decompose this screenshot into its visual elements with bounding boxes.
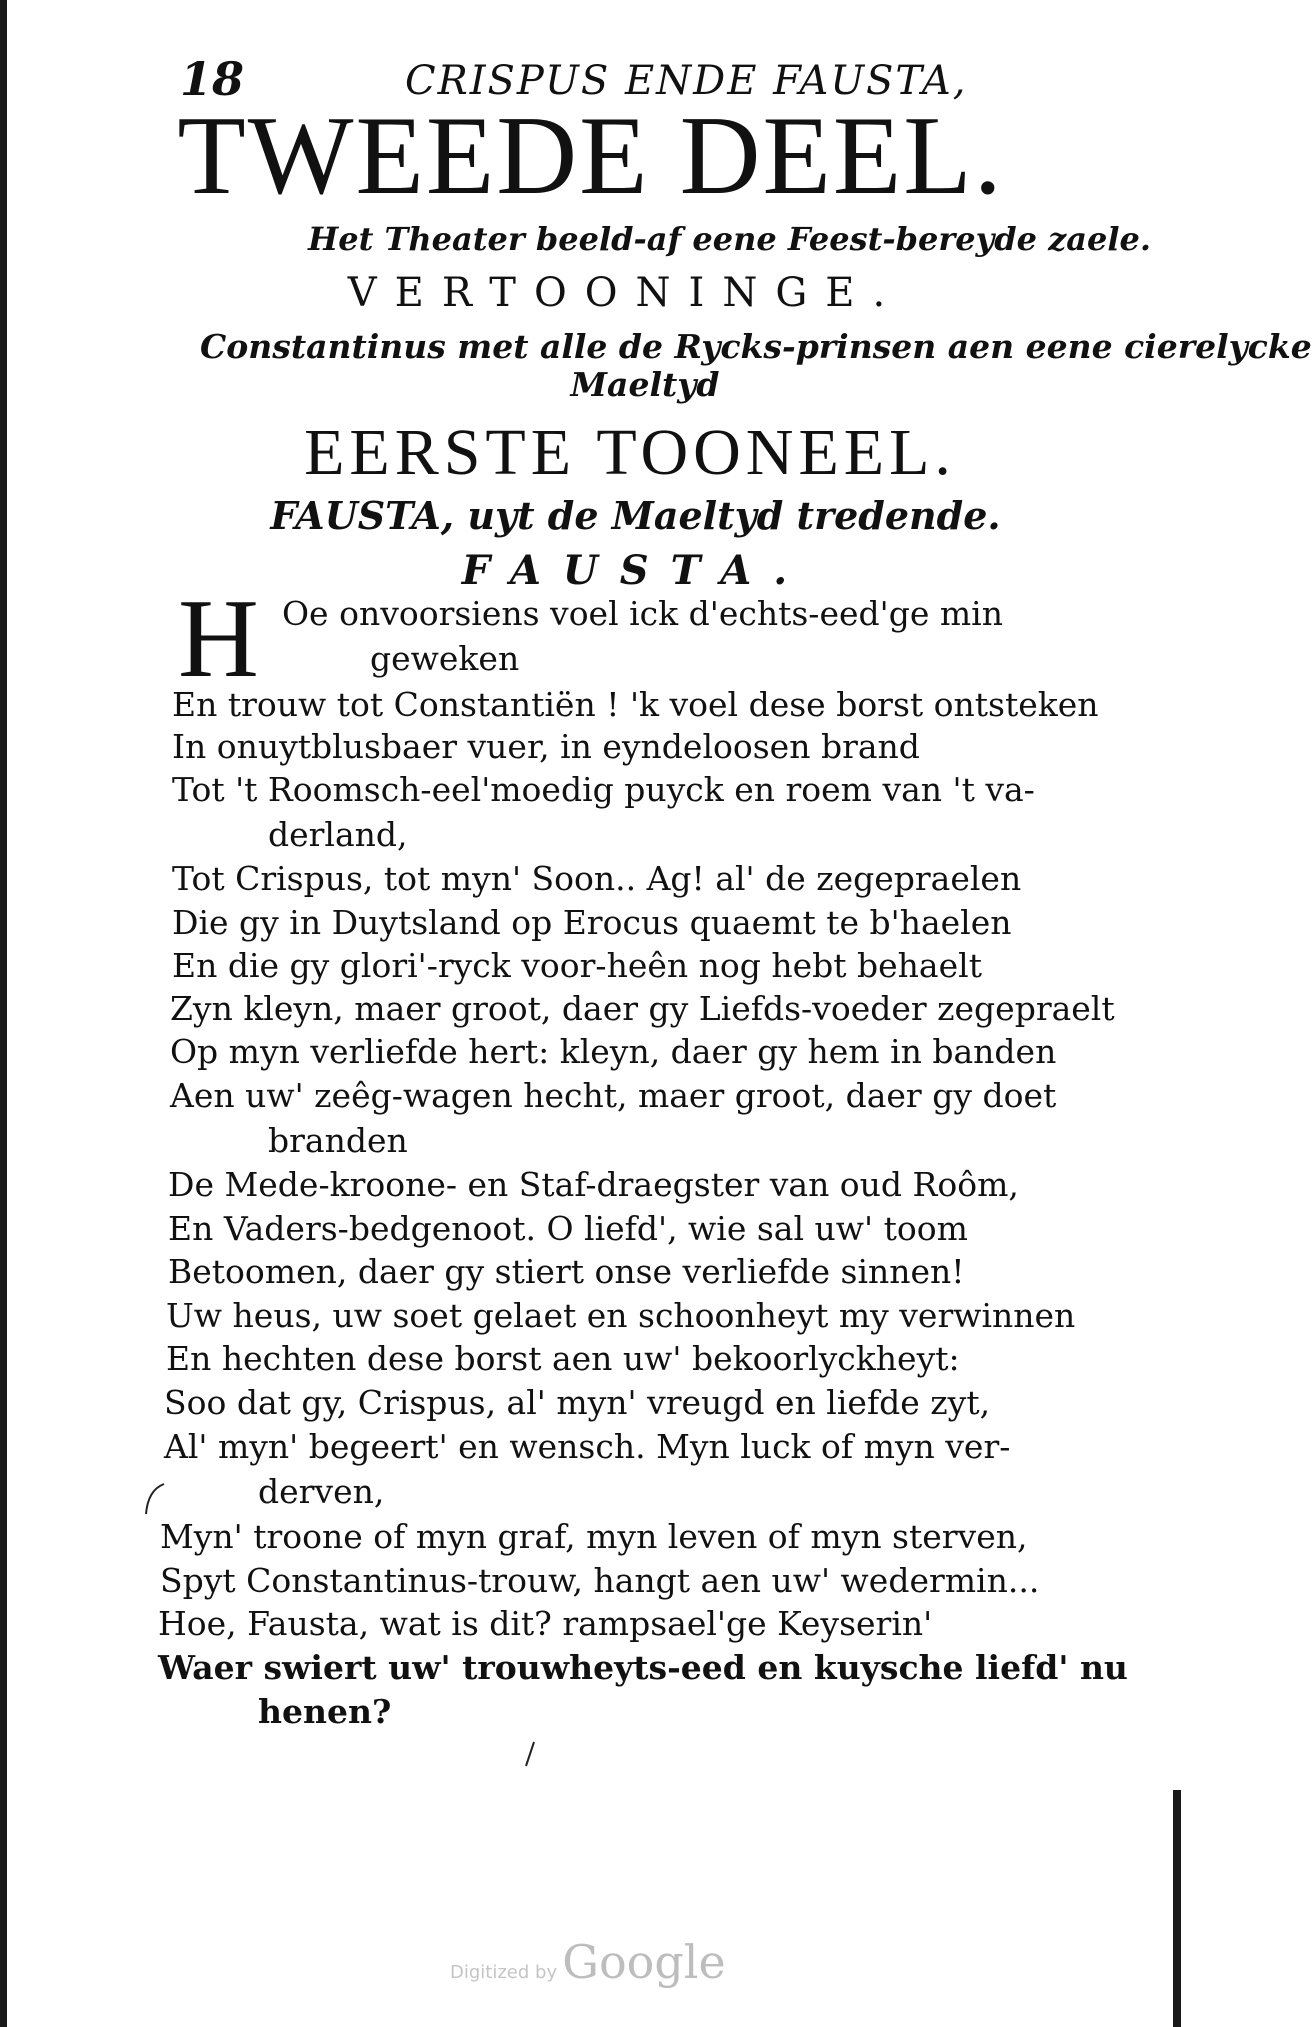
part-title: TWEEDE DEEL. <box>177 94 1004 218</box>
drop-cap: H <box>178 577 259 701</box>
speaker-name: FAUSTA. <box>461 547 810 594</box>
verse-line: Die gy in Duytsland op Erocus quaemt te b'haelen <box>172 903 1012 942</box>
verse-line: Op myn verliefde hert: kleyn, daer gy hem in banden <box>170 1032 1057 1071</box>
verse-line: Al' myn' begeert' en wensch. Myn luck of myn ver- <box>164 1427 1011 1466</box>
verse-line: En die gy glori'-ryck voor-heên nog hebt behaelt <box>172 946 982 985</box>
verse-line: Tot 't Roomsch-eel'moedig puyck en roem van 't va- <box>172 770 1035 809</box>
verse-line: Soo dat gy, Crispus, al' myn' vreugd en liefde zyt, <box>164 1383 991 1422</box>
verse-line: Waer swiert uw' trouwheyts-eed en kuysche liefd' nu <box>158 1648 1128 1687</box>
setting-line: Het Theater beeld-af eene Feest-bereyde zaele. <box>308 220 1151 258</box>
digitization-watermark <box>450 1935 726 1989</box>
section-heading: VERTOONINGE. <box>347 270 904 316</box>
scene-description-continuation: Maeltyd <box>570 364 720 404</box>
verse-line: henen? <box>258 1692 392 1731</box>
verse-line: En trouw tot Constantiën ! 'k voel dese borst ontsteken <box>172 685 1099 724</box>
page-number: 18 <box>180 52 245 106</box>
verse-line: Spyt Constantinus-trouw, hangt aen uw' wedermin... <box>160 1561 1040 1600</box>
verse-line: branden <box>268 1121 408 1160</box>
verse-line: In onuytblusbaer vuer, in eyndeloosen brand <box>172 727 920 766</box>
digitized-by-label: Digitized by <box>450 1962 558 1983</box>
scene-description-line: Constantinus met alle de Rycks-prinsen aen eene cierelycke <box>200 327 1312 366</box>
verse-line: Hoe, Fausta, wat is dit? rampsael'ge Keyserin' <box>158 1604 933 1643</box>
verse-line: derland, <box>268 815 408 854</box>
verse-line: Myn' troone of myn graf, myn leven of myn sterven, <box>160 1517 1028 1556</box>
verse-line: Aen uw' zeêg-wagen hecht, maer groot, daer gy doet <box>170 1076 1057 1115</box>
verse-line: Betoomen, daer gy stiert onse verliefde sinnen! <box>168 1252 965 1291</box>
verse-line: De Mede-kroone- en Staf-draegster van oud Roôm, <box>168 1165 1019 1204</box>
stage-direction: FAUSTA, uyt de Maeltyd tredende. <box>270 493 1001 538</box>
margin-mark <box>140 1480 170 1520</box>
verse-line: En hechten dese borst aen uw' bekoorlyckheyt: <box>166 1339 960 1378</box>
running-head: CRISPUS ENDE FAUSTA, <box>405 58 968 104</box>
verse-line: Tot Crispus, tot myn' Soon.. Ag! al' de zegepraelen <box>172 859 1022 898</box>
verse-line: derven, <box>258 1472 385 1511</box>
stray-mark <box>520 1740 540 1770</box>
scene-description <box>200 327 1312 404</box>
google-logo: Google <box>562 1935 726 1989</box>
verse-line: geweken <box>370 639 520 678</box>
verse-line: Uw heus, uw soet gelaet en schoonheyt my verwinnen <box>166 1296 1076 1335</box>
verse-line: Oe onvoorsiens voel ick d'echts-eed'ge min <box>282 594 1003 633</box>
verse-line: Zyn kleyn, maer groot, daer gy Liefds-voeder zegepraelt <box>170 989 1115 1028</box>
page-edge-shadow <box>1173 1790 1181 2027</box>
scene-title: EERSTE TOONEEL. <box>304 416 956 489</box>
verse-line: En Vaders-bedgenoot. O liefd', wie sal uw' toom <box>168 1209 968 1248</box>
